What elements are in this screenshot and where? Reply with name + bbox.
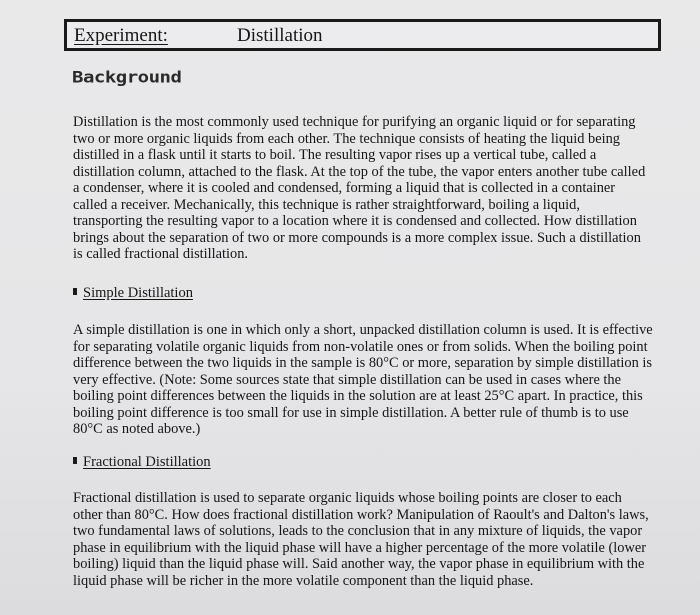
bullet-label: Fractional Distillation bbox=[83, 454, 211, 470]
bullet-fractional-distillation bbox=[73, 454, 211, 471]
fractional-distillation-paragraph: Fractional distillation is used to separate organic liquids whose boiling points are closer to each other than 80°C. How does fractional distillation work? Manipulation of Raoult's and Dalton's laws, two fundamental laws of solutions, leads to the conclusion that in any mixture of liquids, the vapor phase in equilibrium with the liquid phase will have a higher percentage of the more volatile (lower boiling) liquid than the liquid phase will. Said another way, the vapor phase in equilibrium with the liquid phase will be richer in the more volatile component than the liquid phase. bbox=[73, 490, 649, 589]
experiment-value: Distillation bbox=[237, 25, 323, 46]
simple-distillation-paragraph: A simple distillation is one in which only a short, unpacked distillation column is used. It is effective for separating volatile organic liquids from non-volatile ones or from solids. When the boiling point difference between the two liquids in the sample is 80°C or more, separation by simple distillation is very effective. (Note: Some sources state that simple distillation can be used in cases where the boiling point differences between the liquids in the solution are at least 25°C apart. In practice, this boiling point difference is too small for use in simple distillation. A better rule of thumb is to use 80°C as noted above.) bbox=[73, 322, 653, 437]
bullet-label: Simple Distillation bbox=[83, 285, 193, 301]
experiment-title-box bbox=[64, 19, 661, 51]
background-paragraph: Distillation is the most commonly used technique for purifying an organic liquid or for separating two or more organic liquids from each other. The technique consists of heating the liquid being distilled in a flask until it starts to boil. The resulting vapor rises up a vertical tube, called a distillation column, attached to the flask. At the top of the tube, the vapor enters another tube called a condenser, where it is cooled and condensed, forming a liquid that is collected in a container called a receiver. Mechanically, this technique is rather straightforward, boiling a liquid, transporting the resulting vapor to a location where it is condensed and collected. How distillation brings about the separation of two or more compounds is a more complex issue. Such a distillation is called fractional distillation. bbox=[73, 114, 646, 262]
bullet-simple-distillation bbox=[73, 285, 193, 302]
bullet-icon bbox=[73, 288, 77, 295]
bullet-icon bbox=[73, 457, 77, 464]
experiment-label: Experiment: bbox=[74, 25, 168, 46]
section-heading-background: Background bbox=[72, 68, 182, 87]
